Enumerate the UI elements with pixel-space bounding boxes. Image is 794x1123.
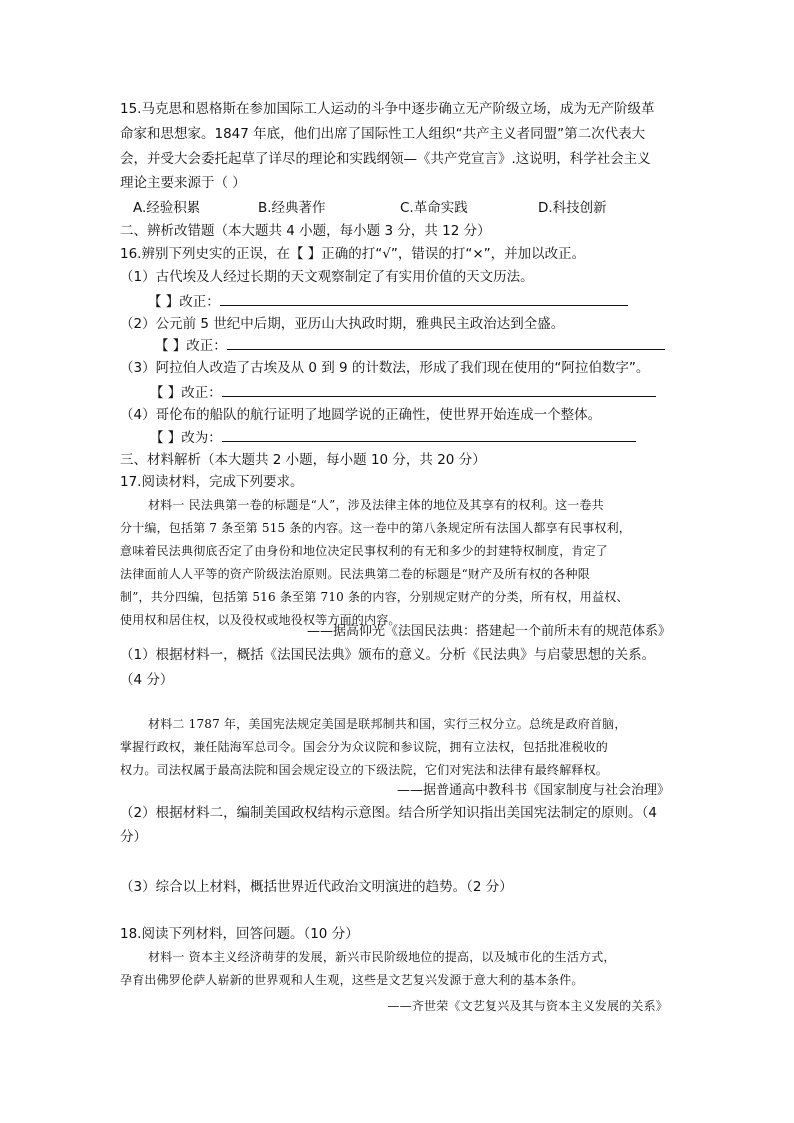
material-2-source: ——据普通高中教科书《国家制度与社会治理》 bbox=[396, 783, 670, 798]
answer-blank-4[interactable] bbox=[222, 427, 636, 442]
q15-option-a: A.经验积累 bbox=[133, 200, 201, 216]
q16-item-2: （2）公元前 5 世纪中后期，亚历山大执政时期，雅典民主政治达到全盛。 bbox=[120, 316, 565, 332]
material-1-line-5: 制”，共分四编，包括第 516 条至第 710 条的内容，分别规定财产的分类，所有权，用益权、 bbox=[120, 590, 629, 604]
q17-2-line-2: 分） bbox=[120, 829, 147, 845]
material-2-line-2: 掌握行政权，兼任陆海军总司令。国会分为众议院和参议院，拥有立法权，包括批准税收的 bbox=[120, 740, 609, 754]
q16-answer-3-label: 【 】改正： bbox=[150, 385, 222, 401]
q17-1-line-2: （4 分） bbox=[120, 672, 174, 688]
q15-option-c: C.革命实践 bbox=[400, 200, 468, 216]
q15-line-3: 会，并受大会委托起草了详尽的理论和实践纲领—《共产党宣言》.这说明，科学社会主义 bbox=[120, 151, 651, 167]
q15-line-4: 理论主要来源于（ ） bbox=[120, 175, 246, 191]
material-1-line-1: 材料一 民法典第一卷的标题是“人”，涉及法律主体的地位及其享有的权利。这一卷共 bbox=[148, 498, 604, 512]
answer-blank-1[interactable] bbox=[220, 291, 628, 306]
q16-answer-4[interactable] bbox=[150, 427, 636, 448]
material-2-line-3: 权力。司法权属于最高法院和国会规定设立的下级法院，它们对宪法和法律有最终解释权。 bbox=[120, 763, 609, 777]
q15-option-d: D.科技创新 bbox=[538, 200, 607, 216]
q18-material-1-line-1: 材料一 资本主义经济萌芽的发展，新兴市民阶级地位的提高，以及城市化的生活方式， bbox=[148, 950, 616, 964]
q17-1-line-1: （1）根据材料一，概括《法国民法典》颁布的意义。分析《民法典》与启蒙思想的关系。 bbox=[120, 647, 656, 663]
material-1-source: ——据高仰光《法国民法典：搭建起一个前所未有的规范体系》 bbox=[306, 624, 671, 639]
q16-answer-2[interactable] bbox=[155, 335, 665, 356]
q15-line-1: 15.马克思和恩格斯在参加国际工人运动的斗争中逐步确立无产阶级立场，成为无产阶级革 bbox=[120, 101, 655, 117]
q16-item-1: （1）古代埃及人经过长期的天文观察制定了有实用价值的天文历法。 bbox=[120, 269, 534, 285]
material-1-line-3: 意味着民法典彻底否定了由身份和地位决定民事权利的有无和多少的封建特权制度，肯定了 bbox=[120, 544, 609, 558]
q15-line-2: 命家和思想家。1847 年底，他们出席了国际性工人组织“共产主义者同盟”第二次代表大 bbox=[120, 126, 646, 142]
material-1-line-2: 分十编，包括第 7 条至第 515 条的内容。这一卷中的第八条规定所有法国人都享有民事权利， bbox=[120, 521, 632, 535]
q16-title: 16.辨别下列史实的正误，在【 】正确的打“√”，错误的打“×”，并加以改正。 bbox=[120, 246, 586, 262]
section-3-heading: 三、材料解析（本大题共 2 小题，每小题 10 分，共 20 分） bbox=[120, 452, 486, 468]
section-2-heading: 二、辨析改错题（本大题共 4 小题，每小题 3 分，共 12 分） bbox=[120, 223, 491, 239]
q17-3: （3）综合以上材料，概括世界近代政治文明演进的趋势。（2 分） bbox=[120, 879, 513, 895]
q16-item-4: （4）哥伦布的船队的航行证明了地圆学说的正确性，使世界开始连成一个整体。 bbox=[120, 407, 602, 423]
q16-item-3: （3）阿拉伯人改造了古埃及从 0 到 9 的计数法，形成了我们现在使用的“阿拉伯数字”。 bbox=[120, 360, 650, 376]
q18-material-1-source: ——齐世荣《文艺复兴及其与资本主义发展的关系》 bbox=[387, 999, 668, 1013]
material-1-line-4: 法律面前人人平等的资产阶级法治原则。民法典第二卷的标题是“财产及所有权的各种限 bbox=[120, 567, 590, 581]
q16-answer-3[interactable] bbox=[150, 382, 656, 403]
q15-option-b: B.经典著作 bbox=[258, 200, 326, 216]
q16-answer-4-label: 【 】改为： bbox=[150, 430, 222, 446]
q17-title: 17.阅读材料，完成下列要求。 bbox=[120, 474, 304, 490]
q16-answer-1-label: 【 】改正： bbox=[148, 294, 220, 310]
material-2-line-1: 材料二 1787 年，美国宪法规定美国是联邦制共和国，实行三权分立。总统是政府首脑， bbox=[148, 717, 627, 731]
q16-answer-2-label: 【 】改正： bbox=[155, 338, 227, 354]
q17-2-line-1: （2）根据材料二，编制美国政权结构示意图。结合所学知识指出美国宪法制定的原则。（4 bbox=[120, 805, 657, 821]
material-1-line-6: 使用权和居住权，以及役权或地役权等方面的内容。 bbox=[120, 613, 401, 627]
q16-answer-1[interactable] bbox=[148, 291, 628, 312]
answer-blank-3[interactable] bbox=[222, 382, 656, 397]
answer-blank-2[interactable] bbox=[227, 335, 665, 350]
q18-material-1-line-2: 孕育出佛罗伦萨人崭新的世界观和人生观，这些是文艺复兴发源于意大利的基本条件。 bbox=[120, 973, 584, 987]
q18-title: 18.阅读下列材料，回答问题。（10 分） bbox=[120, 926, 359, 942]
